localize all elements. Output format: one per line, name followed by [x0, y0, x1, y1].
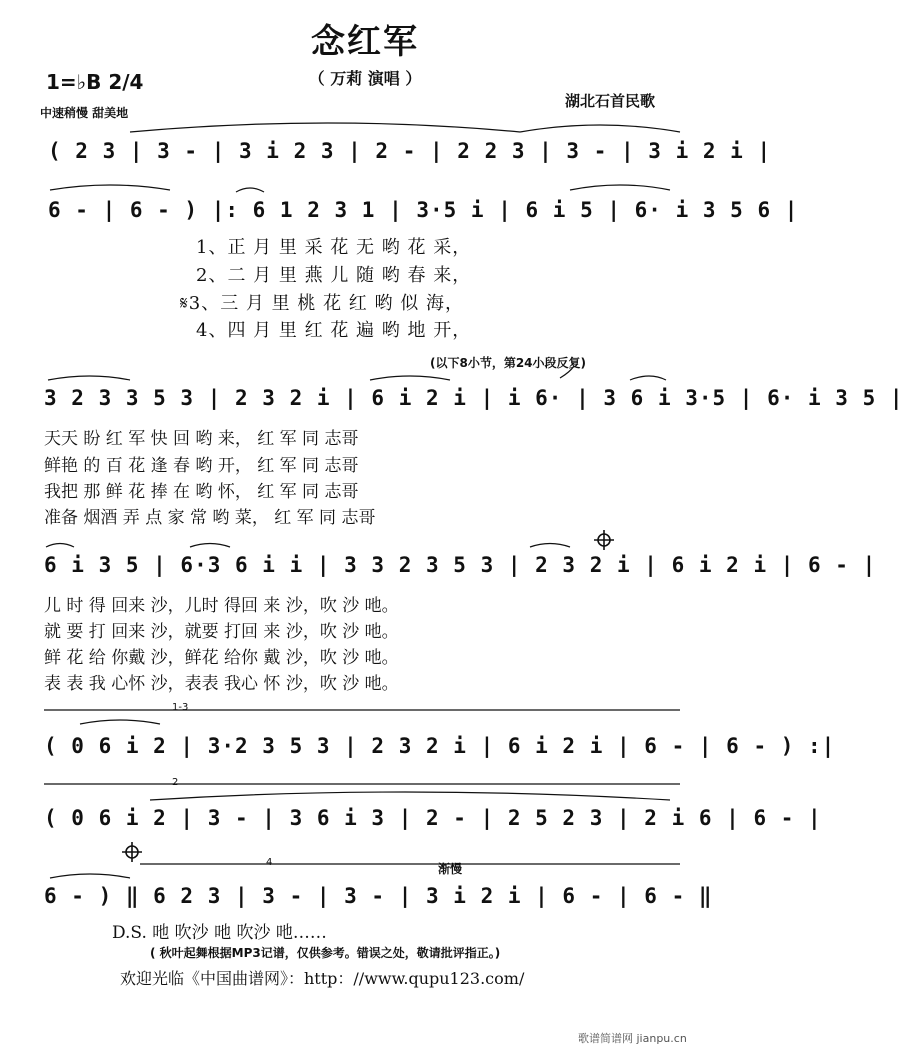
staff-line-1: ( 2 3 | 3 - | 3 i 2 3 | 2 - | 2 2 3 | 3 - | 3 i 2 i | — [48, 139, 772, 163]
volta-4: 4 — [266, 857, 273, 868]
chorus2-verse-2: 就 要 打 回来 沙，就要 打回 来 沙，吹 沙 吔。 — [44, 622, 399, 642]
verse-1: 1、正 月 里 采 花 无 哟 花 采， — [196, 237, 472, 258]
repeat-note: (以下8小节，第24小段反复) — [430, 356, 587, 370]
verse-3: 𝄋3、三 月 里 桃 花 红 哟 似 海， — [180, 293, 464, 314]
chorus1-verse-2: 鲜艳 的 百 花 逢 春 哟 开， 红 军 同 志哥 — [44, 456, 359, 476]
song-origin: 湖北石首民歌 — [565, 92, 656, 110]
slur — [520, 125, 680, 132]
slur — [50, 874, 130, 878]
staff-line-6: ( 0 6 i 2 | 3 - | 3 6 i 3 | 2 - | 2 5 2 3 | 2 i 6 | 6 - | — [44, 806, 822, 830]
watermark: 歌谱简谱网 jianpu.cn — [578, 1032, 687, 1045]
slur — [50, 185, 170, 190]
transcription-note: ( 秋叶起舞根据MP3记谱，仅供参考。错误之处，敬请批评指正。) — [150, 946, 501, 960]
slur — [130, 123, 520, 132]
staff-line-7: 6 - ) ‖ 6 2 3 | 3 - | 3 - | 3 i 2 i | 6 - | 6 - ‖ — [44, 884, 713, 908]
slur — [150, 792, 670, 800]
staff-line-3: 3 2 3 3 5 3 | 2 3 2 i | 6 i 2 i | i 6· | 3 6 i 3·5 | 6· i 3 5 | — [44, 386, 904, 410]
song-title: 念红军 — [311, 22, 419, 62]
chorus2-verse-4: 表 表 我 心怀 沙，表表 我心 怀 沙，吹 沙 吔。 — [44, 674, 399, 694]
tempo-marking: 中速稍慢 甜美地 — [40, 106, 129, 120]
chorus2-verse-3: 鲜 花 给 你戴 沙，鲜花 给你 戴 沙，吹 沙 吔。 — [44, 648, 399, 668]
chorus1-verse-1: 天天 盼 红 军 快 回 哟 来， 红 军 同 志哥 — [44, 429, 359, 449]
staff-line-2: 6 - | 6 - ) |: 6 1 2 3 1 | 3·5 i | 6 i 5 | 6· i 3 5 6 | — [48, 198, 799, 222]
volta-1-3: 1-3 — [172, 702, 189, 713]
slur — [190, 544, 230, 548]
staff-line-4: 6 i 3 5 | 6·3 6 i i | 3 3 2 3 5 3 | 2 3 2 i | 6 i 2 i | 6 - | — [44, 553, 877, 577]
slur — [530, 544, 570, 548]
volta-2: 2 — [172, 777, 179, 788]
ending-lyric: D.S. 吔 吹沙 吔 吹沙 吔…… — [112, 923, 327, 943]
slur — [370, 376, 450, 380]
verse-4: 4、四 月 里 红 花 遍 哟 地 开， — [196, 320, 472, 341]
slur — [46, 544, 74, 548]
slur — [630, 376, 666, 380]
slur — [570, 185, 670, 190]
slur — [80, 720, 160, 724]
slowing-marking: 渐慢 — [438, 862, 463, 876]
verse-2: 2、二 月 里 燕 儿 随 哟 春 来， — [196, 265, 472, 286]
staff-line-5: ( 0 6 i 2 | 3·2 3 5 3 | 2 3 2 i | 6 i 2 i | 6 - | 6 - ) :| — [44, 734, 836, 758]
slur — [236, 188, 264, 192]
slur — [48, 376, 130, 380]
chorus1-verse-3: 我把 那 鲜 花 捧 在 哟 怀， 红 军 同 志哥 — [44, 482, 359, 502]
chorus1-verse-4: 准备 烟酒 弄 点 家 常 哟 菜， 红 军 同 志哥 — [44, 508, 376, 528]
website-footer: 欢迎光临《中国曲谱网》：http：//www.qupu123.com/ — [120, 969, 525, 988]
key-signature: 1=♭B 2/4 — [46, 70, 144, 94]
chorus2-verse-1: 儿 时 得 回来 沙，儿时 得回 来 沙，吹 沙 吔。 — [44, 596, 399, 616]
singer-credit: （ 万莉 演唱 ） — [308, 69, 422, 88]
